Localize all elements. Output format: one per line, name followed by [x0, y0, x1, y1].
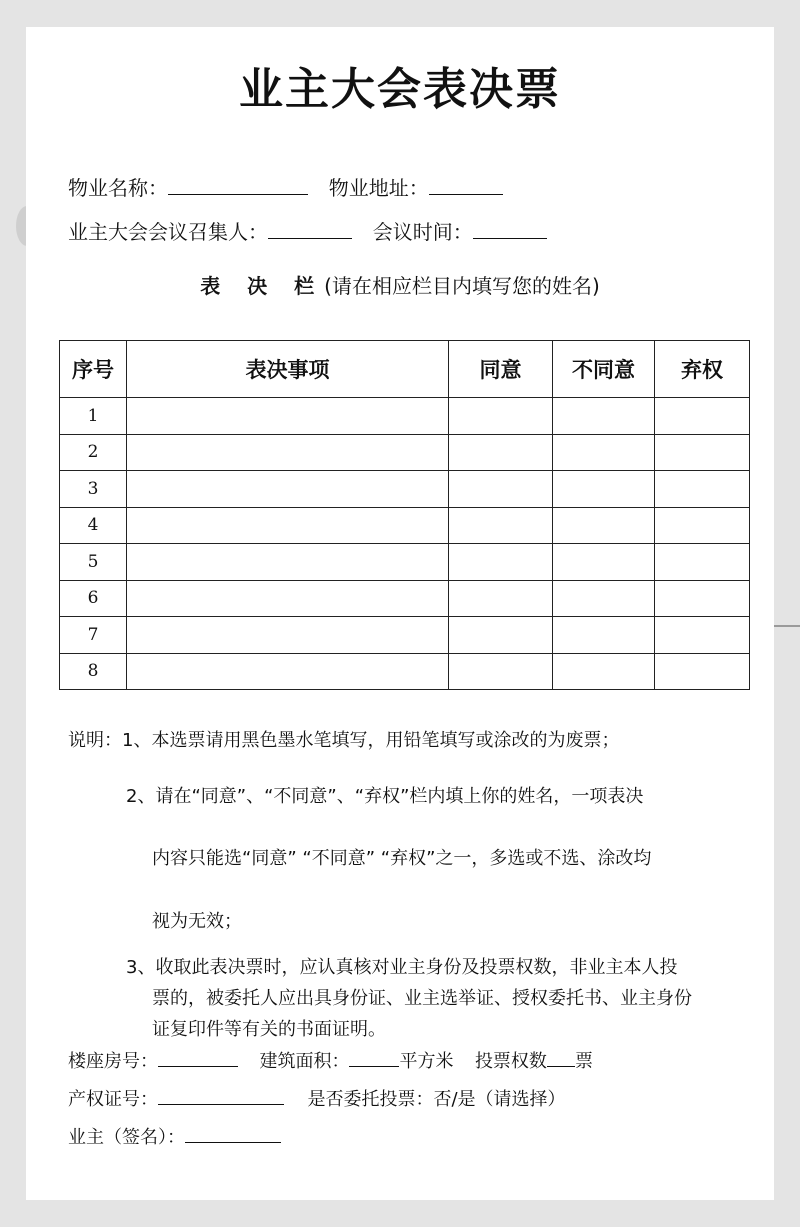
meeting-info-row	[68, 218, 547, 246]
header-item: 表决事项	[127, 341, 449, 398]
table-header-row	[60, 341, 750, 398]
abstain-cell[interactable]	[655, 544, 750, 581]
vote-column-heading	[0, 272, 800, 300]
disagree-cell[interactable]	[553, 507, 655, 544]
disagree-cell[interactable]	[553, 398, 655, 435]
entrust-label: 是否委托投票：否/是（请选择）	[307, 1089, 566, 1110]
abstain-cell[interactable]	[655, 434, 750, 471]
note-2-line-1: 2、请在“同意”、“不同意”、“弃权”栏内填上你的姓名，一项表决	[126, 786, 644, 807]
disagree-cell[interactable]	[553, 471, 655, 508]
vote-column-label: 表 决 栏	[200, 274, 325, 298]
area-unit: 平方米	[399, 1051, 454, 1072]
row-number: 5	[60, 544, 127, 581]
row-number: 1	[60, 398, 127, 435]
agree-cell[interactable]	[449, 617, 553, 654]
note-3-line-2: 票的，被委托人应出具身份证、业主选举证、授权委托书、业主身份	[152, 988, 692, 1009]
area-field[interactable]	[349, 1048, 399, 1067]
abstain-cell[interactable]	[655, 507, 750, 544]
agree-cell[interactable]	[449, 398, 553, 435]
area-label: 建筑面积：	[259, 1051, 350, 1072]
note-1	[68, 728, 619, 754]
cert-field[interactable]	[158, 1086, 284, 1105]
row-number: 4	[60, 507, 127, 544]
building-info-row	[68, 1048, 593, 1075]
table-row	[60, 617, 750, 654]
page-title: 业主大会表决票	[239, 64, 561, 115]
header-no: 序号	[60, 341, 127, 398]
property-address-field[interactable]	[429, 174, 503, 195]
cert-label: 产权证号：	[68, 1089, 158, 1110]
property-name-label: 物业名称：	[68, 176, 168, 200]
header-disagree: 不同意	[553, 341, 655, 398]
convener-field[interactable]	[268, 218, 352, 239]
row-number: 6	[60, 580, 127, 617]
property-address-label: 物业地址：	[328, 176, 429, 200]
disagree-cell[interactable]	[553, 617, 655, 654]
table-row	[60, 471, 750, 508]
row-number: 3	[60, 471, 127, 508]
abstain-cell[interactable]	[655, 471, 750, 508]
item-cell[interactable]	[127, 434, 449, 471]
votes-field[interactable]	[547, 1048, 575, 1067]
agree-cell[interactable]	[449, 544, 553, 581]
agree-cell[interactable]	[449, 434, 553, 471]
disagree-cell[interactable]	[553, 434, 655, 471]
owner-sign-row	[68, 1124, 281, 1151]
note-1-text: 1、本选票请用黑色墨水笔填写，用铅笔填写或涂改的为废票；	[122, 730, 620, 751]
building-label: 楼座房号：	[68, 1051, 158, 1072]
table-row	[60, 398, 750, 435]
table-row	[60, 653, 750, 690]
abstain-cell[interactable]	[655, 653, 750, 690]
item-cell[interactable]	[127, 471, 449, 508]
note-3-line-1: 3、收取此表决票时，应认真核对业主身份及投票权数，非业主本人投	[126, 957, 678, 978]
disagree-cell[interactable]	[553, 580, 655, 617]
item-cell[interactable]	[127, 544, 449, 581]
property-info-row	[68, 174, 503, 202]
vote-table	[59, 340, 750, 690]
certificate-row	[68, 1086, 566, 1113]
abstain-cell[interactable]	[655, 398, 750, 435]
table-row	[60, 434, 750, 471]
disagree-cell[interactable]	[553, 544, 655, 581]
note-2-line-3: 视为无效；	[152, 911, 242, 932]
page-edge-line	[774, 625, 800, 627]
item-cell[interactable]	[127, 507, 449, 544]
abstain-cell[interactable]	[655, 617, 750, 654]
agree-cell[interactable]	[449, 471, 553, 508]
meeting-time-field[interactable]	[473, 218, 547, 239]
convener-label: 业主大会会议召集人：	[68, 220, 268, 244]
note-3-line-3: 证复印件等有关的书面证明。	[152, 1019, 386, 1040]
row-number: 7	[60, 617, 127, 654]
table-row	[60, 544, 750, 581]
owner-sign-label: 业主（签名）：	[68, 1127, 185, 1148]
vote-column-hint: (请在相应栏目内填写您的姓名)	[324, 274, 600, 298]
row-number: 2	[60, 434, 127, 471]
item-cell[interactable]	[127, 653, 449, 690]
agree-cell[interactable]	[449, 580, 553, 617]
row-number: 8	[60, 653, 127, 690]
property-name-field[interactable]	[168, 174, 308, 195]
agree-cell[interactable]	[449, 507, 553, 544]
agree-cell[interactable]	[449, 653, 553, 690]
votes-unit: 票	[574, 1051, 593, 1072]
header-abstain: 弃权	[655, 341, 750, 398]
building-field[interactable]	[158, 1048, 238, 1067]
owner-sign-field[interactable]	[185, 1124, 281, 1143]
disagree-cell[interactable]	[553, 653, 655, 690]
note-2-line-2: 内容只能选“同意” “不同意” “弃权”之一，多选或不选、涂改均	[152, 848, 652, 869]
item-cell[interactable]	[127, 398, 449, 435]
table-row	[60, 580, 750, 617]
votes-label: 投票权数	[474, 1051, 547, 1072]
abstain-cell[interactable]	[655, 580, 750, 617]
item-cell[interactable]	[127, 580, 449, 617]
meeting-time-label: 会议时间：	[372, 220, 473, 244]
table-row	[60, 507, 750, 544]
notes-prefix: 说明：	[68, 730, 122, 751]
item-cell[interactable]	[127, 617, 449, 654]
header-agree: 同意	[449, 341, 553, 398]
